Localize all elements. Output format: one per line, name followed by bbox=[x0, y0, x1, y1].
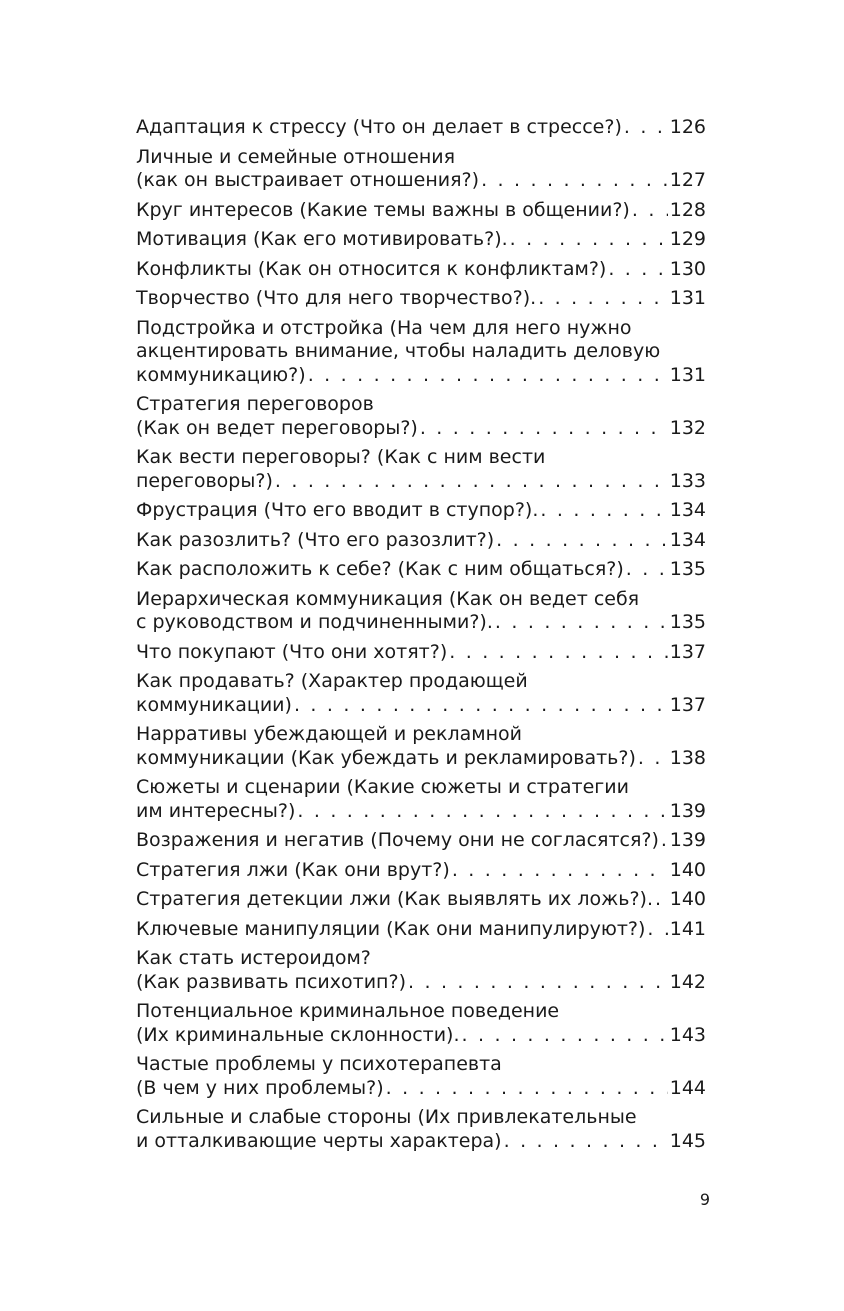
toc-entry bbox=[136, 776, 706, 823]
toc-page-number: 139 bbox=[669, 799, 706, 822]
toc-page-number: 142 bbox=[669, 970, 706, 993]
toc-entry-title: Стратегия переговоров bbox=[136, 393, 374, 415]
toc-entry-title: (Как он ведет переговоры?) bbox=[136, 416, 418, 439]
dot-leader bbox=[462, 1024, 668, 1048]
toc-entry bbox=[136, 947, 706, 994]
table-of-contents bbox=[136, 116, 706, 1159]
dot-leader bbox=[538, 287, 668, 311]
toc-entry-title: Фрустрация (Что его вводит в ступор?). bbox=[136, 499, 539, 521]
toc-page-number: 129 bbox=[669, 228, 706, 250]
toc-entry bbox=[136, 258, 706, 282]
toc-entry-title: Адаптация к стрессу (Что он делает в стрессе?) bbox=[136, 116, 622, 138]
dot-leader bbox=[608, 258, 667, 282]
toc-page-number: 137 bbox=[669, 640, 706, 663]
toc-page-number: 128 bbox=[669, 198, 706, 221]
toc-entry-title: переговоры?) bbox=[136, 469, 273, 492]
toc-page-number: 145 bbox=[669, 1129, 706, 1152]
toc-entry-title: Сильные и слабые стороны (Их привлекательные bbox=[136, 1106, 637, 1128]
toc-page-number: 131 bbox=[669, 363, 706, 386]
toc-entry-title: коммуникации) bbox=[136, 693, 292, 716]
toc-page-number: 144 bbox=[669, 1076, 706, 1099]
toc-entry bbox=[136, 588, 706, 635]
toc-entry bbox=[136, 558, 706, 582]
toc-entry-title: им интересны?) bbox=[136, 799, 296, 822]
dot-leader bbox=[408, 971, 668, 995]
toc-entry bbox=[136, 529, 706, 553]
dot-leader bbox=[386, 1077, 668, 1101]
toc-entry bbox=[136, 393, 706, 440]
toc-entry bbox=[136, 1053, 706, 1100]
toc-page-number: 135 bbox=[669, 611, 706, 633]
toc-entry-title: Круг интересов (Какие темы важны в общении?) bbox=[136, 198, 630, 221]
toc-entry-title: Как стать истероидом? bbox=[136, 947, 371, 969]
toc-page-number: 140 bbox=[669, 888, 706, 910]
toc-entry-title: и отталкивающие черты характера) bbox=[136, 1129, 502, 1152]
toc-entry bbox=[136, 317, 706, 388]
toc-entry bbox=[136, 888, 706, 912]
toc-entry bbox=[136, 670, 706, 717]
dot-leader bbox=[626, 558, 668, 582]
toc-entry bbox=[136, 446, 706, 493]
toc-entry-title: Иерархическая коммуникация (Как он ведет себя bbox=[136, 587, 640, 610]
toc-entry-title: Подстройка и отстройка (На чем для него нужно bbox=[136, 316, 632, 339]
dot-leader bbox=[449, 641, 668, 665]
toc-entry-title: Личные и семейные отношения bbox=[136, 145, 456, 168]
toc-entry-title: Творчество (Что для него творчество?). bbox=[136, 287, 537, 309]
dot-leader bbox=[308, 364, 668, 388]
toc-page-number: 143 bbox=[669, 1023, 706, 1046]
toc-entry-title: (как он выстраивает отношения?) bbox=[136, 169, 480, 191]
toc-entry-title: Частые проблемы у психотерапевта bbox=[136, 1053, 502, 1075]
toc-entry-title: акцентировать внимание, чтобы наладить деловую bbox=[136, 340, 661, 362]
toc-page-number: 131 bbox=[669, 287, 706, 309]
toc-entry bbox=[136, 918, 706, 942]
toc-entry-title: Как разозлить? (Что его разозлит?) bbox=[136, 528, 495, 551]
toc-entry-title: Стратегия детекции лжи (Как выявлять их ложь?). bbox=[136, 888, 653, 910]
toc-entry bbox=[136, 228, 706, 252]
toc-entry-title: Потенциальное криминальное поведение bbox=[136, 1000, 560, 1022]
toc-entry bbox=[136, 1000, 706, 1047]
toc-page-number: 134 bbox=[669, 528, 706, 551]
toc-entry bbox=[136, 859, 706, 883]
toc-page-number: 141 bbox=[669, 917, 706, 940]
toc-page-number: 138 bbox=[669, 746, 706, 769]
toc-page-number: 133 bbox=[669, 469, 706, 492]
toc-entry-title: Конфликты (Как он относится к конфликтам?) bbox=[136, 257, 607, 280]
toc-entry-title: Как вести переговоры? (Как с ним вести bbox=[136, 446, 546, 468]
toc-page-number: 135 bbox=[669, 558, 706, 580]
toc-entry-title: Сюжеты и сценарии (Какие сюжеты и стратегии bbox=[136, 776, 629, 798]
page-number: 9 bbox=[699, 1190, 711, 1209]
toc-entry bbox=[136, 723, 706, 770]
dot-leader bbox=[420, 417, 668, 441]
toc-entry-title: коммуникации (Как убеждать и рекламировать?) bbox=[136, 746, 636, 769]
toc-entry-title: с руководством и подчиненными?). bbox=[136, 611, 493, 633]
toc-page-number: 139 bbox=[669, 829, 706, 851]
dot-leader bbox=[275, 470, 668, 494]
dot-leader bbox=[481, 169, 668, 193]
dot-leader bbox=[540, 499, 667, 523]
toc-page-number: 132 bbox=[669, 416, 706, 439]
toc-page-number: 126 bbox=[669, 116, 706, 138]
dot-leader bbox=[638, 747, 668, 771]
dot-leader bbox=[297, 800, 667, 824]
toc-entry-title: коммуникацию?) bbox=[136, 363, 306, 386]
toc-entry bbox=[136, 1106, 706, 1153]
dot-leader bbox=[496, 529, 668, 553]
dot-leader bbox=[452, 859, 668, 883]
toc-entry bbox=[136, 146, 706, 193]
toc-entry-title: (Как развивать психотип?) bbox=[136, 970, 406, 993]
toc-entry bbox=[136, 287, 706, 311]
dot-leader bbox=[294, 694, 668, 718]
toc-entry-title: Мотивация (Как его мотивировать?). bbox=[136, 228, 508, 250]
dot-leader bbox=[495, 611, 668, 635]
toc-page-number: 130 bbox=[669, 257, 706, 280]
dot-leader bbox=[624, 116, 668, 140]
toc-entry-title: (В чем у них проблемы?) bbox=[136, 1076, 384, 1099]
dot-leader bbox=[632, 199, 668, 223]
dot-leader bbox=[510, 228, 668, 252]
toc-entry-title: Как продавать? (Характер продающей bbox=[136, 670, 528, 692]
toc-page-number: 134 bbox=[669, 499, 706, 521]
toc-entry bbox=[136, 641, 706, 665]
toc-entry-title: Нарративы убеждающей и рекламной bbox=[136, 723, 522, 745]
toc-entry bbox=[136, 199, 706, 223]
toc-page-number: 127 bbox=[669, 169, 706, 191]
dot-leader bbox=[504, 1130, 668, 1154]
toc-entry bbox=[136, 116, 706, 140]
toc-entry-title: Стратегия лжи (Как они врут?) bbox=[136, 858, 450, 881]
toc-entry-title: Возражения и негатив (Почему они не согласятся?) bbox=[136, 829, 659, 851]
toc-entry bbox=[136, 499, 706, 523]
toc-page-number: 137 bbox=[669, 693, 706, 716]
toc-entry-title: (Их криминальные склонности). bbox=[136, 1023, 460, 1046]
dot-leader bbox=[647, 918, 667, 942]
toc-entry-title: Как расположить к себе? (Как с ним общаться?) bbox=[136, 558, 624, 580]
dot-leader bbox=[661, 829, 668, 853]
dot-leader bbox=[655, 888, 668, 912]
toc-entry-title: Ключевые манипуляции (Как они манипулируют?) bbox=[136, 917, 646, 940]
toc-entry bbox=[136, 829, 706, 853]
toc-entry-title: Что покупают (Что они хотят?) bbox=[136, 640, 448, 663]
toc-page-number: 140 bbox=[669, 858, 706, 881]
